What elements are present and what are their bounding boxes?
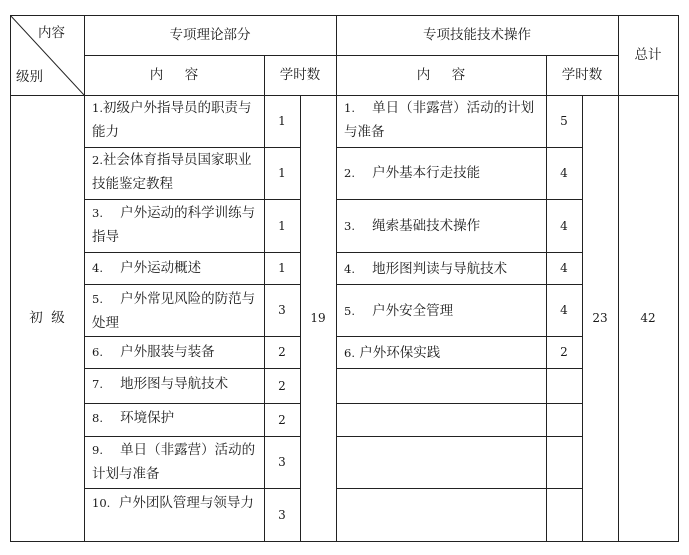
item-number: 5. — [344, 304, 355, 318]
theory-item — [92, 201, 260, 249]
theory-item — [92, 340, 260, 364]
skill-item — [344, 341, 542, 365]
item-number: 4. — [344, 262, 355, 276]
theory-hours: 3 — [278, 303, 286, 317]
skill-item — [344, 161, 542, 185]
level-label: 初 级 — [29, 310, 65, 326]
item-number: 6. — [92, 345, 103, 359]
item-number: 5. — [92, 292, 103, 306]
theory-total: 19 — [310, 311, 326, 325]
item-text: 绳索基础技术操作 — [372, 218, 481, 234]
item-number: 1. — [344, 101, 355, 115]
item-text: 户外常见风险的防范与处理 — [92, 291, 256, 331]
item-number: 3. — [92, 206, 103, 220]
skill-item — [344, 96, 542, 144]
grand-total: 42 — [640, 311, 656, 325]
theory-hours: 2 — [278, 378, 286, 393]
skill-content-header: 内 容 — [416, 67, 466, 83]
item-text: 单日（非露营）活动的计划与准备 — [92, 442, 256, 482]
skill-hours-header: 学时数 — [561, 67, 603, 83]
item-text: 户外安全管理 — [372, 303, 454, 319]
item-number: 4. — [92, 261, 103, 275]
theory-item — [92, 148, 260, 196]
corner-level-label: 级别 — [16, 69, 43, 85]
theory-hours-header: 学时数 — [279, 67, 321, 83]
item-text: 户外团队管理与领导力 — [118, 495, 254, 511]
item-number: 9. — [92, 443, 103, 457]
skill-item — [344, 214, 542, 238]
theory-item — [92, 406, 260, 430]
item-text: 初级户外指导员的职责与能力 — [92, 100, 252, 140]
skill-section-title: 专项技能技术操作 — [423, 27, 531, 43]
theory-hours: 1 — [278, 114, 286, 128]
skill-item — [344, 299, 542, 323]
skill-hours: 4 — [560, 166, 568, 180]
item-text: 户外基本行走技能 — [372, 165, 481, 181]
theory-item — [92, 256, 260, 280]
item-number: 2. — [92, 153, 103, 167]
item-number: 6. — [344, 346, 355, 360]
item-number: 8. — [92, 411, 103, 425]
theory-item — [92, 372, 260, 396]
item-text: 户外运动的科学训练与指导 — [92, 205, 256, 245]
corner-content-label: 内容 — [38, 25, 65, 41]
theory-content-header: 内 容 — [149, 67, 199, 83]
item-text: 户外服装与装备 — [120, 344, 215, 360]
item-text: 社会体育指导员国家职业技能鉴定教程 — [92, 152, 252, 192]
item-text: 户外运动概述 — [120, 260, 202, 276]
theory-item — [92, 287, 260, 335]
item-text: 地形图与导航技术 — [120, 376, 229, 392]
col-line — [678, 15, 679, 541]
theory-hours: 1 — [278, 261, 286, 275]
theory-hours: 1 — [278, 218, 286, 233]
theory-hours: 1 — [278, 166, 286, 180]
item-text: 地形图判读与导航技术 — [372, 261, 508, 277]
item-number: 2. — [344, 166, 355, 180]
skill-hours: 4 — [560, 261, 568, 275]
item-text: 环境保护 — [120, 410, 175, 426]
theory-item — [92, 438, 260, 486]
item-number: 3. — [344, 219, 355, 233]
theory-item — [92, 96, 260, 144]
theory-section-title: 专项理论部分 — [169, 27, 251, 43]
item-number: 1. — [92, 101, 103, 115]
item-text: 户外环保实践 — [359, 345, 441, 361]
skill-hours: 2 — [560, 345, 568, 359]
skill-hours: 5 — [560, 114, 568, 128]
item-number: 10. — [92, 496, 111, 510]
skill-hours: 4 — [560, 303, 568, 317]
theory-hours: 3 — [278, 455, 286, 469]
item-text: 单日（非露营）活动的计划与准备 — [344, 100, 535, 140]
theory-hours: 2 — [278, 345, 286, 359]
skill-total: 23 — [592, 311, 608, 325]
border-bottom — [10, 541, 679, 542]
item-number: 7. — [92, 377, 103, 391]
skill-item — [344, 257, 542, 281]
theory-hours: 3 — [278, 507, 286, 522]
skill-hours: 4 — [560, 218, 568, 233]
theory-hours: 2 — [278, 412, 286, 427]
theory-item — [92, 491, 260, 515]
total-header: 总计 — [634, 47, 662, 63]
